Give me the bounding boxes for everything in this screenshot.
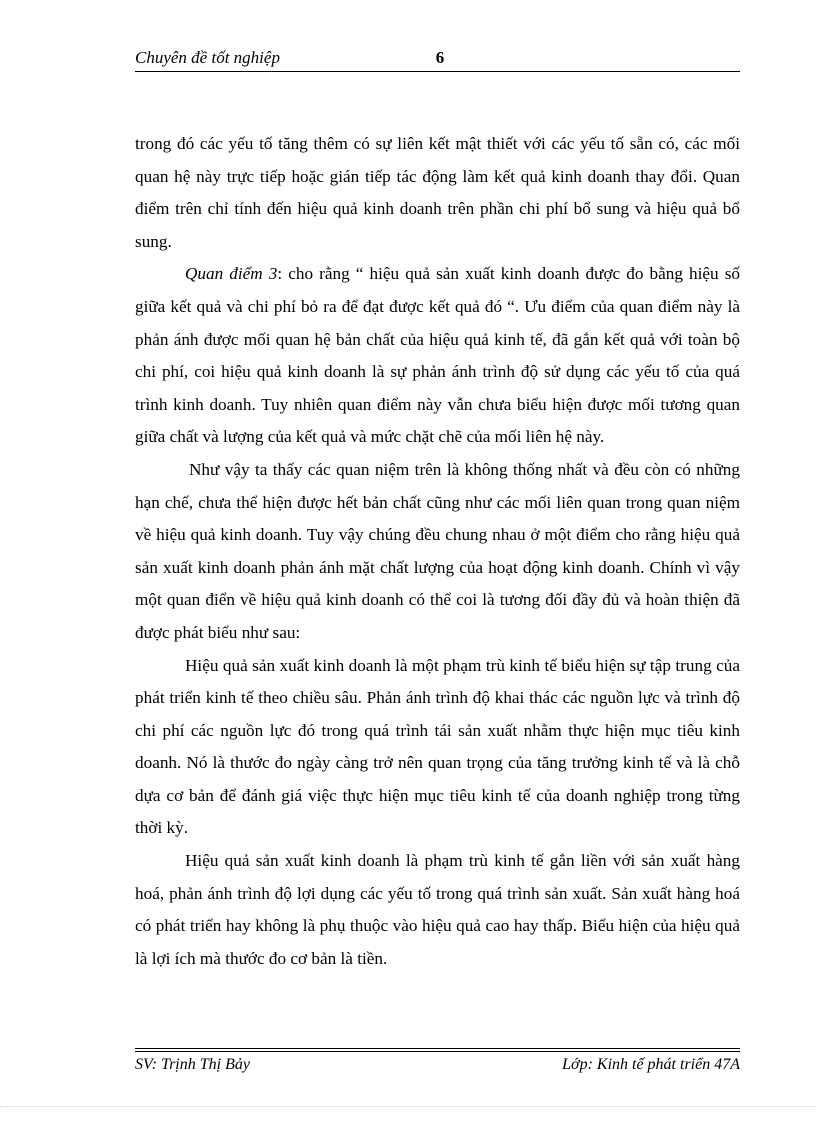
paragraph-4: Hiệu quả sản xuất kinh doanh là một phạm trù kinh tế biểu hiện sự tập trung của phát triển kinh tế theo chiều sâu. Phản ánh trình độ khai thác các nguồn lực và trình độ chi phí các nguồn lực đó trong quá trình tái sản xuất nhằm thực hiện mục tiêu kinh doanh. Nó là thước đo ngày càng trở nên quan trọng của tăng trưởng kinh tế và là chỗ dựa cơ bản để đánh giá việc thực hiện mục tiêu kinh tế của doanh nghiệp trong từng thời kỳ. <box>135 655 740 838</box>
student-name: SV: Trịnh Thị Bảy <box>135 1056 250 1073</box>
body-text <box>135 128 740 975</box>
paragraph-5: Hiệu quả sản xuất kinh doanh là phạm trù kinh tế gắn liền với sản xuất hàng hoá, phản ánh trình độ lợi dụng các yếu tố trong quá trình sản xuất. Sản xuất hàng hoá có phát triển hay không là phụ thuộc vào hiệu quả cao hay thấp. Biểu hiện của hiệu quả là lợi ích mà thước đo cơ bản là tiền. <box>135 851 740 968</box>
page-header <box>135 48 740 70</box>
paragraph-2 <box>135 258 740 454</box>
page-number: 6 <box>435 48 445 67</box>
header-rule <box>135 71 740 72</box>
paragraph-1: trong đó các yếu tố tăng thêm có sự liên kết mật thiết với các yếu tố sẵn có, các mối quan hệ này trực tiếp hoặc gián tiếp tác động làm kết quả kinh doanh thay đổi. Quan điểm trên chỉ tính đến hiệu quả kinh doanh trên phần chi phí bổ sung và hiệu quả bổ sung. <box>135 134 740 251</box>
paragraph-2-label: Quan điểm 3 <box>185 264 278 284</box>
paragraph-3: Như vậy ta thấy các quan niệm trên là không thống nhất và đều còn có những hạn chế, chưa thể hiện được hết bản chất cũng như các mối liên quan trong quan niệm về hiệu quả kinh doanh. Tuy vậy chúng đều chung nhau ở một điểm cho rằng hiệu quả sản xuất kinh doanh phản ánh mặt chất lượng của hoạt động kinh doanh. Chính vì vậy một quan điển về hiệu quả kinh doanh có thể coi là tương đối đầy đủ và hoàn thiện đã được phát biểu như sau: <box>135 459 740 642</box>
class-name: Lớp: Kinh tế phát triển 47A <box>562 1056 740 1073</box>
paragraph-2-text: : cho rằng “ hiệu quả sản xuất kinh doanh được đo bằng hiệu số giữa kết quả và chi phí bỏ ra để đạt được kết quả đó “. Ưu điểm của quan điểm này là phản ánh được mối quan hệ bản chất của hiệu quả kinh tế, đã gắn kết quả với toàn bộ chi phí, coi hiệu quả kinh doanh là sự phản ánh trình độ sử dụng các yếu tố của quá trình kinh doanh. Tuy nhiên quan điểm này vẫn chưa biểu hiện được mối tương quan giữa chất và lượng của kết quả và mức chặt chẽ của mối liên hệ này. <box>135 264 741 447</box>
footer-rule-bottom <box>135 1051 740 1052</box>
page-footer <box>135 1048 740 1078</box>
document-title: Chuyên đề tốt nghiệp <box>135 48 280 67</box>
page-bottom-dotted-line <box>0 1106 816 1107</box>
footer-rule-top <box>135 1048 740 1049</box>
